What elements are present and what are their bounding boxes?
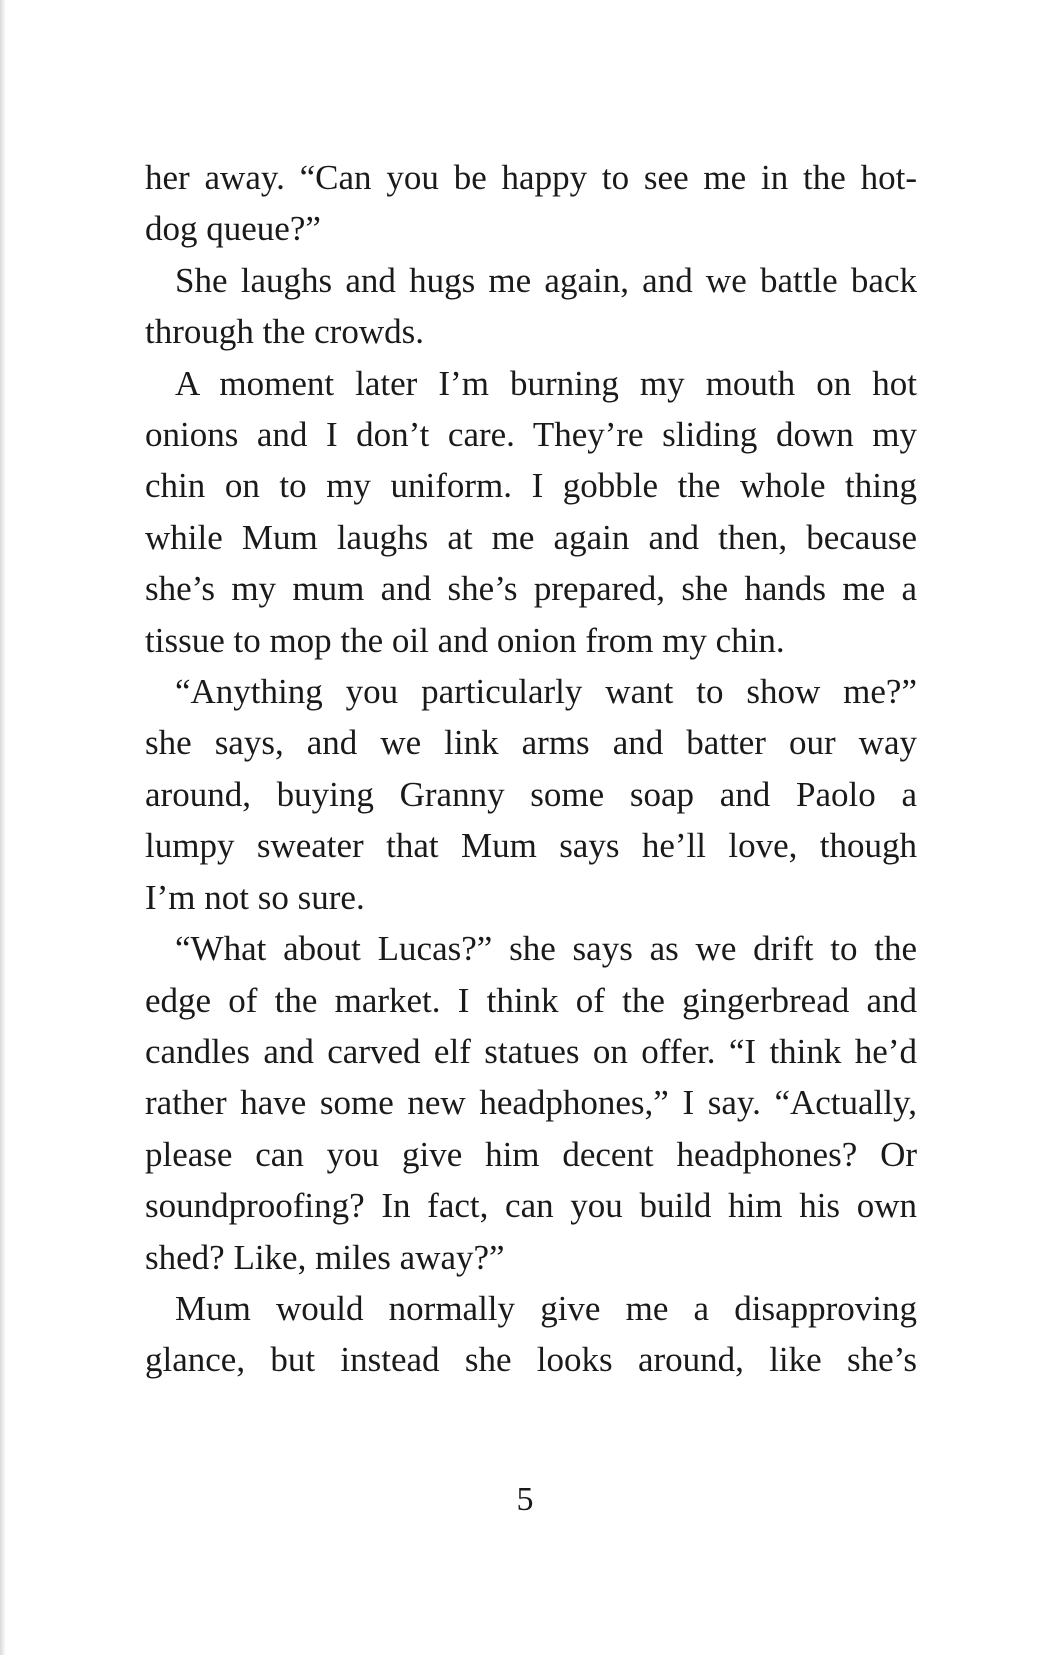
text-line: I’m not so sure. xyxy=(145,877,365,917)
text-line: candles and carved elf statues on offer. “I think he’d xyxy=(145,1031,917,1071)
text-line: onions and I don’t care. They’re sliding down my xyxy=(145,415,917,455)
text-line: shed? Like, miles away?” xyxy=(145,1237,505,1277)
text-line: rather have some new headphones,” I say. “Actually, xyxy=(145,1083,917,1123)
text-line: she’s my mum and she’s prepared, she hands me a xyxy=(145,569,917,609)
text-line: please can you give him decent headphones? Or xyxy=(145,1134,917,1174)
text-line: “Anything you particularly want to show me?” xyxy=(175,672,917,712)
page-edge-shadow xyxy=(0,0,6,1655)
text-line: glance, but instead she looks around, like she’s xyxy=(145,1340,917,1380)
page-number: 5 xyxy=(516,1481,534,1518)
text-line: dog queue?” xyxy=(145,209,321,249)
text-line: tissue to mop the oil and onion from my chin. xyxy=(145,620,785,660)
text-line: lumpy sweater that Mum says he’ll love, though xyxy=(145,826,917,866)
page-body-text xyxy=(145,152,917,1386)
text-line: through the crowds. xyxy=(145,312,424,352)
text-line: her away. “Can you be happy to see me in the hot- xyxy=(145,158,917,197)
text-line: chin on to my uniform. I gobble the whole thing xyxy=(145,466,917,506)
text-line: Mum would normally give me a disapproving xyxy=(175,1288,917,1328)
text-line: A moment later I’m burning my mouth on hot xyxy=(175,363,917,403)
text-line: edge of the market. I think of the gingerbread and xyxy=(145,980,917,1020)
text-line: around, buying Granny some soap and Paolo a xyxy=(145,774,917,814)
text-line: while Mum laughs at me again and then, because xyxy=(145,517,917,557)
text-line: soundproofing? In fact, can you build him his own xyxy=(145,1186,917,1226)
text-line: She laughs and hugs me again, and we battle back xyxy=(175,260,917,300)
text-line: “What about Lucas?” she says as we drift to the xyxy=(175,929,917,969)
text-line: she says, and we link arms and batter our way xyxy=(145,723,917,763)
